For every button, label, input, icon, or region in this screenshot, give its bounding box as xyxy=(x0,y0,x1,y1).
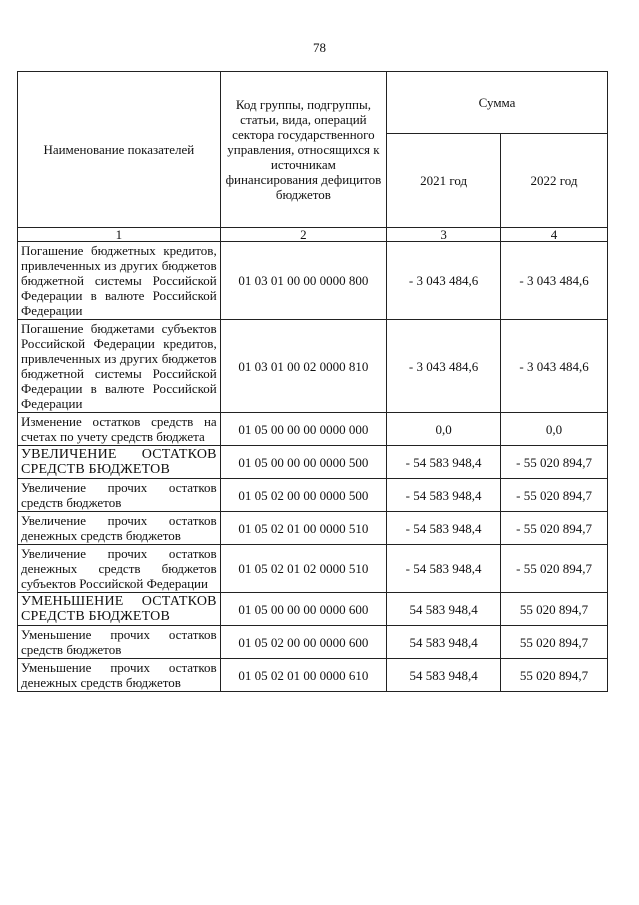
row-value-2021: 54 583 948,4 xyxy=(387,626,501,659)
table-row xyxy=(18,413,608,446)
header-year-2022: 2022 год xyxy=(501,134,608,228)
row-value-2022: - 55 020 894,7 xyxy=(501,446,608,479)
row-value-2021: - 54 583 948,4 xyxy=(387,512,501,545)
row-value-2022: - 3 043 484,6 xyxy=(501,242,608,320)
budget-sources-table xyxy=(17,71,608,692)
table-row xyxy=(18,593,608,626)
row-code: 01 03 01 00 02 0000 810 xyxy=(220,320,386,413)
row-name: Увеличение прочих остатков средств бюджетов xyxy=(18,479,221,512)
table-row xyxy=(18,479,608,512)
table-row xyxy=(18,320,608,413)
row-code: 01 05 02 01 00 0000 610 xyxy=(220,659,386,692)
row-code: 01 05 02 01 00 0000 510 xyxy=(220,512,386,545)
page-number: 78 xyxy=(313,40,326,55)
table-row xyxy=(18,626,608,659)
row-value-2021: - 3 043 484,6 xyxy=(387,320,501,413)
column-number-row xyxy=(18,228,608,242)
row-name: Изменение остатков средств на счетах по учету средств бюджета xyxy=(18,413,221,446)
row-value-2022: 55 020 894,7 xyxy=(501,593,608,626)
row-name: Увеличение прочих остатков денежных средств бюджетов xyxy=(18,512,221,545)
row-code: 01 05 02 01 02 0000 510 xyxy=(220,545,386,593)
row-name: УВЕЛИЧЕНИЕ ОСТАТКОВ СРЕДСТВ БЮДЖЕТОВ xyxy=(18,446,221,479)
column-number: 4 xyxy=(501,228,608,242)
row-name: Погашение бюджетами субъектов Российской Федерации кредитов, привлеченных из других бюджетов бюджетной системы Российской Федерации в валюте Российской Федерации xyxy=(18,320,221,413)
row-value-2022: 0,0 xyxy=(501,413,608,446)
header-name: Наименование показателей xyxy=(18,72,221,228)
row-value-2021: 54 583 948,4 xyxy=(387,659,501,692)
header-code: Код группы, подгруппы, статьи, вида, операций сектора государственного управления, относящихся к источникам финансирования дефицитов бюджетов xyxy=(220,72,386,228)
column-number: 1 xyxy=(18,228,221,242)
row-name: Погашение бюджетных кредитов, привлеченных из других бюджетов бюджетной системы Российской Федерации в валюте Российской Федерации xyxy=(18,242,221,320)
row-code: 01 05 02 00 00 0000 500 xyxy=(220,479,386,512)
row-name: УМЕНЬШЕНИЕ ОСТАТКОВ СРЕДСТВ БЮДЖЕТОВ xyxy=(18,593,221,626)
row-value-2021: - 54 583 948,4 xyxy=(387,479,501,512)
table-row xyxy=(18,446,608,479)
row-value-2021: 54 583 948,4 xyxy=(387,593,501,626)
row-code: 01 05 00 00 00 0000 600 xyxy=(220,593,386,626)
row-value-2022: - 55 020 894,7 xyxy=(501,479,608,512)
column-number: 3 xyxy=(387,228,501,242)
row-code: 01 05 00 00 00 0000 500 xyxy=(220,446,386,479)
row-value-2022: 55 020 894,7 xyxy=(501,626,608,659)
table-row xyxy=(18,545,608,593)
row-value-2022: - 55 020 894,7 xyxy=(501,512,608,545)
row-code: 01 05 00 00 00 0000 000 xyxy=(220,413,386,446)
table-row xyxy=(18,242,608,320)
column-number: 2 xyxy=(220,228,386,242)
row-name: Увеличение прочих остатков денежных средств бюджетов субъектов Российской Федерации xyxy=(18,545,221,593)
row-value-2021: 0,0 xyxy=(387,413,501,446)
row-code: 01 05 02 00 00 0000 600 xyxy=(220,626,386,659)
row-code: 01 03 01 00 00 0000 800 xyxy=(220,242,386,320)
table-row xyxy=(18,659,608,692)
row-name: Уменьшение прочих остатков средств бюджетов xyxy=(18,626,221,659)
row-value-2021: - 54 583 948,4 xyxy=(387,446,501,479)
table-row xyxy=(18,512,608,545)
row-value-2022: - 55 020 894,7 xyxy=(501,545,608,593)
row-value-2021: - 3 043 484,6 xyxy=(387,242,501,320)
header-year-2021: 2021 год xyxy=(387,134,501,228)
row-value-2022: - 3 043 484,6 xyxy=(501,320,608,413)
header-sum: Сумма xyxy=(387,72,608,134)
row-value-2022: 55 020 894,7 xyxy=(501,659,608,692)
row-name: Уменьшение прочих остатков денежных средств бюджетов xyxy=(18,659,221,692)
row-value-2021: - 54 583 948,4 xyxy=(387,545,501,593)
